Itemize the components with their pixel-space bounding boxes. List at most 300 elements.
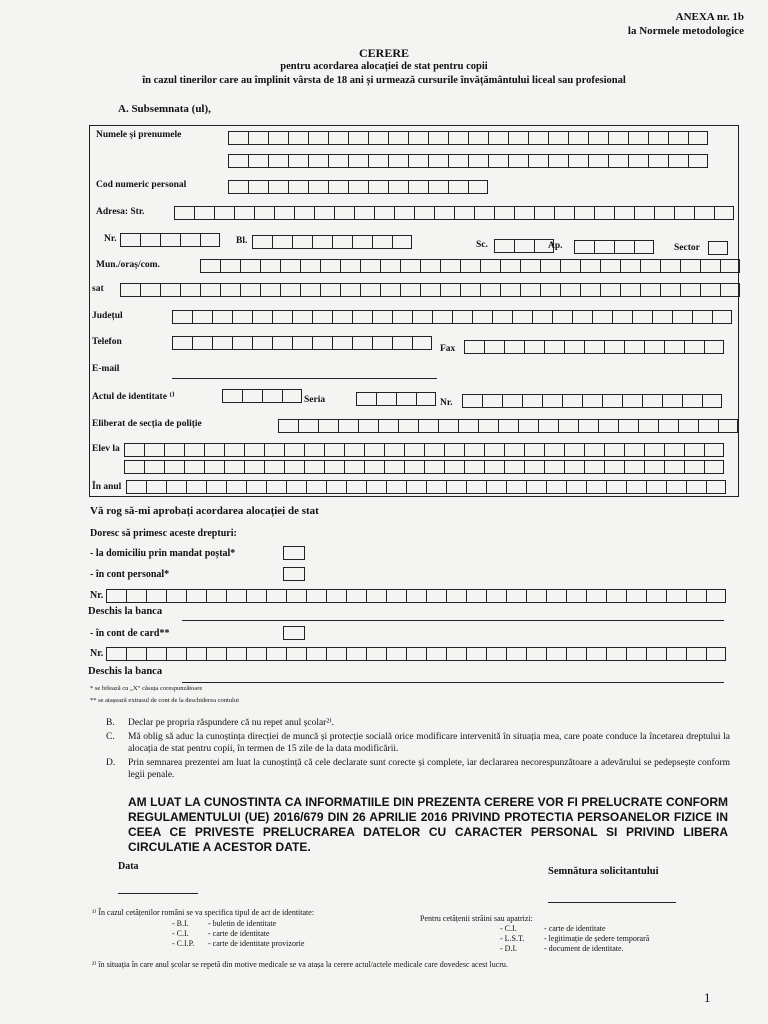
char-cell[interactable] bbox=[452, 310, 472, 324]
char-cell[interactable] bbox=[666, 647, 686, 661]
char-cell[interactable] bbox=[664, 460, 684, 474]
char-cell[interactable] bbox=[624, 443, 644, 457]
char-cell[interactable] bbox=[698, 419, 718, 433]
char-cell[interactable] bbox=[566, 480, 586, 494]
char-cell[interactable] bbox=[448, 131, 468, 145]
char-cell[interactable] bbox=[408, 154, 428, 168]
char-cell[interactable] bbox=[160, 283, 180, 297]
char-cell[interactable] bbox=[604, 443, 624, 457]
char-cell[interactable] bbox=[186, 480, 206, 494]
char-cell[interactable] bbox=[272, 310, 292, 324]
char-cell[interactable] bbox=[240, 259, 260, 273]
char-cell[interactable] bbox=[588, 131, 608, 145]
char-cell[interactable] bbox=[618, 419, 638, 433]
char-cell[interactable] bbox=[226, 480, 246, 494]
char-cell[interactable] bbox=[344, 443, 364, 457]
char-cell[interactable] bbox=[566, 647, 586, 661]
char-cell[interactable] bbox=[608, 131, 628, 145]
char-cell[interactable] bbox=[686, 589, 706, 603]
char-cell[interactable] bbox=[226, 589, 246, 603]
char-cell[interactable] bbox=[678, 419, 698, 433]
char-cell[interactable] bbox=[164, 443, 184, 457]
char-cell[interactable] bbox=[120, 283, 140, 297]
char-cell[interactable] bbox=[694, 206, 714, 220]
char-cell[interactable] bbox=[548, 131, 568, 145]
char-cell[interactable] bbox=[712, 310, 732, 324]
char-cell[interactable] bbox=[372, 336, 392, 350]
char-cell[interactable] bbox=[494, 239, 514, 253]
char-cell[interactable] bbox=[288, 180, 308, 194]
char-cell[interactable] bbox=[262, 389, 282, 403]
char-cell[interactable] bbox=[426, 589, 446, 603]
char-cell[interactable] bbox=[544, 460, 564, 474]
char-cell[interactable] bbox=[300, 283, 320, 297]
char-cell[interactable] bbox=[312, 310, 332, 324]
char-cell[interactable] bbox=[206, 647, 226, 661]
char-cell[interactable] bbox=[428, 180, 448, 194]
char-cell[interactable] bbox=[340, 259, 360, 273]
char-cell[interactable] bbox=[166, 647, 186, 661]
bank-field-1[interactable] bbox=[182, 620, 724, 621]
char-cell[interactable] bbox=[200, 283, 220, 297]
char-cell[interactable] bbox=[308, 180, 328, 194]
char-cell[interactable] bbox=[606, 589, 626, 603]
char-cell[interactable] bbox=[548, 154, 568, 168]
cnp-field[interactable] bbox=[228, 180, 488, 194]
char-cell[interactable] bbox=[660, 259, 680, 273]
char-cell[interactable] bbox=[284, 443, 304, 457]
char-cell[interactable] bbox=[546, 647, 566, 661]
char-cell[interactable] bbox=[688, 154, 708, 168]
char-cell[interactable] bbox=[584, 340, 604, 354]
char-cell[interactable] bbox=[348, 131, 368, 145]
char-cell[interactable] bbox=[252, 310, 272, 324]
char-cell[interactable] bbox=[314, 206, 334, 220]
char-cell[interactable] bbox=[206, 480, 226, 494]
char-cell[interactable] bbox=[648, 131, 668, 145]
char-cell[interactable] bbox=[246, 480, 266, 494]
village-field[interactable] bbox=[120, 283, 740, 297]
char-cell[interactable] bbox=[292, 336, 312, 350]
char-cell[interactable] bbox=[398, 419, 418, 433]
char-cell[interactable] bbox=[540, 283, 560, 297]
char-cell[interactable] bbox=[626, 589, 646, 603]
char-cell[interactable] bbox=[704, 443, 724, 457]
char-cell[interactable] bbox=[606, 480, 626, 494]
char-cell[interactable] bbox=[506, 480, 526, 494]
char-cell[interactable] bbox=[360, 283, 380, 297]
char-cell[interactable] bbox=[126, 480, 146, 494]
char-cell[interactable] bbox=[446, 647, 466, 661]
char-cell[interactable] bbox=[658, 419, 678, 433]
char-cell[interactable] bbox=[376, 392, 396, 406]
char-cell[interactable] bbox=[468, 154, 488, 168]
char-cell[interactable] bbox=[384, 460, 404, 474]
char-cell[interactable] bbox=[666, 589, 686, 603]
char-cell[interactable] bbox=[464, 460, 484, 474]
char-cell[interactable] bbox=[544, 443, 564, 457]
char-cell[interactable] bbox=[144, 443, 164, 457]
char-cell[interactable] bbox=[404, 460, 424, 474]
char-cell[interactable] bbox=[384, 443, 404, 457]
char-cell[interactable] bbox=[286, 647, 306, 661]
char-cell[interactable] bbox=[704, 340, 724, 354]
char-cell[interactable] bbox=[404, 443, 424, 457]
char-cell[interactable] bbox=[224, 443, 244, 457]
char-cell[interactable] bbox=[474, 206, 494, 220]
char-cell[interactable] bbox=[446, 480, 466, 494]
char-cell[interactable] bbox=[306, 589, 326, 603]
char-cell[interactable] bbox=[484, 443, 504, 457]
char-cell[interactable] bbox=[572, 310, 592, 324]
char-cell[interactable] bbox=[266, 589, 286, 603]
char-cell[interactable] bbox=[326, 589, 346, 603]
char-cell[interactable] bbox=[388, 131, 408, 145]
char-cell[interactable] bbox=[192, 310, 212, 324]
char-cell[interactable] bbox=[568, 154, 588, 168]
char-cell[interactable] bbox=[352, 310, 372, 324]
char-cell[interactable] bbox=[328, 180, 348, 194]
char-cell[interactable] bbox=[638, 419, 658, 433]
char-cell[interactable] bbox=[706, 589, 726, 603]
char-cell[interactable] bbox=[140, 233, 160, 247]
char-cell[interactable] bbox=[582, 394, 602, 408]
char-cell[interactable] bbox=[660, 283, 680, 297]
char-cell[interactable] bbox=[414, 206, 434, 220]
char-cell[interactable] bbox=[514, 239, 534, 253]
char-cell[interactable] bbox=[312, 235, 332, 249]
char-cell[interactable] bbox=[286, 589, 306, 603]
char-cell[interactable] bbox=[644, 443, 664, 457]
char-cell[interactable] bbox=[606, 647, 626, 661]
char-cell[interactable] bbox=[264, 460, 284, 474]
char-cell[interactable] bbox=[600, 259, 620, 273]
char-cell[interactable] bbox=[274, 206, 294, 220]
street-field[interactable] bbox=[174, 206, 734, 220]
char-cell[interactable] bbox=[320, 259, 340, 273]
char-cell[interactable] bbox=[412, 310, 432, 324]
char-cell[interactable] bbox=[492, 310, 512, 324]
char-cell[interactable] bbox=[364, 443, 384, 457]
char-cell[interactable] bbox=[400, 283, 420, 297]
char-cell[interactable] bbox=[244, 460, 264, 474]
card-account-checkbox[interactable] bbox=[283, 626, 305, 640]
char-cell[interactable] bbox=[622, 394, 642, 408]
char-cell[interactable] bbox=[668, 131, 688, 145]
year-field[interactable] bbox=[126, 480, 726, 494]
char-cell[interactable] bbox=[648, 154, 668, 168]
char-cell[interactable] bbox=[512, 310, 532, 324]
char-cell[interactable] bbox=[186, 589, 206, 603]
char-cell[interactable] bbox=[564, 460, 584, 474]
char-cell[interactable] bbox=[580, 259, 600, 273]
char-cell[interactable] bbox=[240, 283, 260, 297]
char-cell[interactable] bbox=[206, 589, 226, 603]
char-cell[interactable] bbox=[306, 647, 326, 661]
char-cell[interactable] bbox=[428, 154, 448, 168]
char-cell[interactable] bbox=[646, 589, 666, 603]
char-cell[interactable] bbox=[488, 154, 508, 168]
char-cell[interactable] bbox=[386, 480, 406, 494]
char-cell[interactable] bbox=[500, 259, 520, 273]
char-cell[interactable] bbox=[392, 235, 412, 249]
char-cell[interactable] bbox=[674, 206, 694, 220]
char-cell[interactable] bbox=[466, 647, 486, 661]
char-cell[interactable] bbox=[702, 394, 722, 408]
char-cell[interactable] bbox=[494, 206, 514, 220]
char-cell[interactable] bbox=[180, 233, 200, 247]
char-cell[interactable] bbox=[356, 392, 376, 406]
char-cell[interactable] bbox=[448, 180, 468, 194]
char-cell[interactable] bbox=[692, 310, 712, 324]
char-cell[interactable] bbox=[394, 206, 414, 220]
char-cell[interactable] bbox=[408, 131, 428, 145]
char-cell[interactable] bbox=[532, 310, 552, 324]
char-cell[interactable] bbox=[172, 310, 192, 324]
char-cell[interactable] bbox=[428, 131, 448, 145]
char-cell[interactable] bbox=[444, 443, 464, 457]
char-cell[interactable] bbox=[312, 336, 332, 350]
char-cell[interactable] bbox=[620, 259, 640, 273]
char-cell[interactable] bbox=[524, 340, 544, 354]
char-cell[interactable] bbox=[416, 392, 436, 406]
char-cell[interactable] bbox=[338, 419, 358, 433]
char-cell[interactable] bbox=[352, 235, 372, 249]
char-cell[interactable] bbox=[620, 283, 640, 297]
char-cell[interactable] bbox=[482, 394, 502, 408]
char-cell[interactable] bbox=[466, 480, 486, 494]
school-field-row1[interactable] bbox=[124, 443, 724, 457]
char-cell[interactable] bbox=[332, 235, 352, 249]
char-cell[interactable] bbox=[506, 589, 526, 603]
char-cell[interactable] bbox=[486, 589, 506, 603]
char-cell[interactable] bbox=[368, 180, 388, 194]
id-number-field[interactable] bbox=[462, 394, 722, 408]
char-cell[interactable] bbox=[684, 340, 704, 354]
char-cell[interactable] bbox=[358, 419, 378, 433]
char-cell[interactable] bbox=[304, 443, 324, 457]
char-cell[interactable] bbox=[508, 154, 528, 168]
char-cell[interactable] bbox=[326, 647, 346, 661]
char-cell[interactable] bbox=[454, 206, 474, 220]
char-cell[interactable] bbox=[578, 419, 598, 433]
char-cell[interactable] bbox=[718, 419, 738, 433]
char-cell[interactable] bbox=[546, 480, 566, 494]
char-cell[interactable] bbox=[466, 589, 486, 603]
char-cell[interactable] bbox=[484, 460, 504, 474]
char-cell[interactable] bbox=[332, 310, 352, 324]
char-cell[interactable] bbox=[478, 419, 498, 433]
char-cell[interactable] bbox=[480, 283, 500, 297]
char-cell[interactable] bbox=[588, 154, 608, 168]
char-cell[interactable] bbox=[380, 283, 400, 297]
char-cell[interactable] bbox=[434, 206, 454, 220]
char-cell[interactable] bbox=[194, 206, 214, 220]
char-cell[interactable] bbox=[540, 259, 560, 273]
char-cell[interactable] bbox=[212, 310, 232, 324]
sector-field[interactable] bbox=[708, 241, 728, 255]
name-field-row2[interactable] bbox=[228, 154, 708, 168]
char-cell[interactable] bbox=[614, 206, 634, 220]
char-cell[interactable] bbox=[558, 419, 578, 433]
char-cell[interactable] bbox=[448, 154, 468, 168]
char-cell[interactable] bbox=[424, 460, 444, 474]
char-cell[interactable] bbox=[526, 480, 546, 494]
char-cell[interactable] bbox=[704, 460, 724, 474]
char-cell[interactable] bbox=[602, 394, 622, 408]
char-cell[interactable] bbox=[352, 336, 372, 350]
char-cell[interactable] bbox=[554, 206, 574, 220]
char-cell[interactable] bbox=[292, 235, 312, 249]
char-cell[interactable] bbox=[700, 259, 720, 273]
char-cell[interactable] bbox=[426, 480, 446, 494]
char-cell[interactable] bbox=[228, 180, 248, 194]
char-cell[interactable] bbox=[388, 180, 408, 194]
char-cell[interactable] bbox=[388, 154, 408, 168]
street-number-field[interactable] bbox=[120, 233, 220, 247]
char-cell[interactable] bbox=[632, 310, 652, 324]
char-cell[interactable] bbox=[426, 647, 446, 661]
char-cell[interactable] bbox=[252, 336, 272, 350]
char-cell[interactable] bbox=[624, 460, 644, 474]
char-cell[interactable] bbox=[526, 647, 546, 661]
char-cell[interactable] bbox=[308, 154, 328, 168]
name-field-row1[interactable] bbox=[228, 131, 708, 145]
char-cell[interactable] bbox=[580, 283, 600, 297]
char-cell[interactable] bbox=[682, 394, 702, 408]
char-cell[interactable] bbox=[212, 336, 232, 350]
char-cell[interactable] bbox=[446, 589, 466, 603]
char-cell[interactable] bbox=[106, 589, 126, 603]
char-cell[interactable] bbox=[440, 283, 460, 297]
char-cell[interactable] bbox=[624, 340, 644, 354]
char-cell[interactable] bbox=[500, 283, 520, 297]
char-cell[interactable] bbox=[106, 647, 126, 661]
char-cell[interactable] bbox=[220, 283, 240, 297]
char-cell[interactable] bbox=[524, 460, 544, 474]
char-cell[interactable] bbox=[646, 647, 666, 661]
id-series-field[interactable] bbox=[356, 392, 436, 406]
char-cell[interactable] bbox=[568, 131, 588, 145]
char-cell[interactable] bbox=[564, 443, 584, 457]
bank-field-2[interactable] bbox=[182, 682, 724, 683]
char-cell[interactable] bbox=[346, 480, 366, 494]
char-cell[interactable] bbox=[346, 647, 366, 661]
char-cell[interactable] bbox=[538, 419, 558, 433]
fax-field[interactable] bbox=[464, 340, 724, 354]
char-cell[interactable] bbox=[260, 283, 280, 297]
char-cell[interactable] bbox=[444, 460, 464, 474]
char-cell[interactable] bbox=[140, 283, 160, 297]
char-cell[interactable] bbox=[386, 647, 406, 661]
char-cell[interactable] bbox=[228, 131, 248, 145]
char-cell[interactable] bbox=[644, 460, 664, 474]
char-cell[interactable] bbox=[328, 154, 348, 168]
char-cell[interactable] bbox=[378, 419, 398, 433]
char-cell[interactable] bbox=[266, 647, 286, 661]
char-cell[interactable] bbox=[646, 480, 666, 494]
char-cell[interactable] bbox=[664, 340, 684, 354]
char-cell[interactable] bbox=[566, 589, 586, 603]
char-cell[interactable] bbox=[164, 460, 184, 474]
char-cell[interactable] bbox=[642, 394, 662, 408]
char-cell[interactable] bbox=[344, 460, 364, 474]
char-cell[interactable] bbox=[626, 647, 646, 661]
char-cell[interactable] bbox=[266, 480, 286, 494]
char-cell[interactable] bbox=[272, 235, 292, 249]
char-cell[interactable] bbox=[524, 443, 544, 457]
char-cell[interactable] bbox=[252, 235, 272, 249]
char-cell[interactable] bbox=[460, 283, 480, 297]
char-cell[interactable] bbox=[348, 154, 368, 168]
char-cell[interactable] bbox=[288, 131, 308, 145]
char-cell[interactable] bbox=[468, 180, 488, 194]
char-cell[interactable] bbox=[586, 480, 606, 494]
char-cell[interactable] bbox=[668, 154, 688, 168]
char-cell[interactable] bbox=[326, 480, 346, 494]
block-field[interactable] bbox=[252, 235, 412, 249]
char-cell[interactable] bbox=[684, 460, 704, 474]
char-cell[interactable] bbox=[306, 480, 326, 494]
char-cell[interactable] bbox=[300, 259, 320, 273]
char-cell[interactable] bbox=[368, 154, 388, 168]
char-cell[interactable] bbox=[234, 206, 254, 220]
char-cell[interactable] bbox=[420, 283, 440, 297]
char-cell[interactable] bbox=[222, 389, 242, 403]
char-cell[interactable] bbox=[686, 647, 706, 661]
char-cell[interactable] bbox=[226, 647, 246, 661]
char-cell[interactable] bbox=[280, 259, 300, 273]
char-cell[interactable] bbox=[214, 206, 234, 220]
char-cell[interactable] bbox=[432, 310, 452, 324]
char-cell[interactable] bbox=[666, 480, 686, 494]
char-cell[interactable] bbox=[504, 340, 524, 354]
char-cell[interactable] bbox=[564, 340, 584, 354]
char-cell[interactable] bbox=[418, 419, 438, 433]
char-cell[interactable] bbox=[562, 394, 582, 408]
char-cell[interactable] bbox=[284, 460, 304, 474]
char-cell[interactable] bbox=[464, 443, 484, 457]
char-cell[interactable] bbox=[586, 647, 606, 661]
char-cell[interactable] bbox=[544, 340, 564, 354]
char-cell[interactable] bbox=[268, 154, 288, 168]
char-cell[interactable] bbox=[526, 589, 546, 603]
char-cell[interactable] bbox=[368, 131, 388, 145]
char-cell[interactable] bbox=[318, 419, 338, 433]
char-cell[interactable] bbox=[334, 206, 354, 220]
char-cell[interactable] bbox=[708, 241, 728, 255]
char-cell[interactable] bbox=[464, 340, 484, 354]
char-cell[interactable] bbox=[328, 131, 348, 145]
char-cell[interactable] bbox=[498, 419, 518, 433]
char-cell[interactable] bbox=[392, 310, 412, 324]
char-cell[interactable] bbox=[248, 180, 268, 194]
char-cell[interactable] bbox=[584, 443, 604, 457]
apartment-field[interactable] bbox=[574, 240, 654, 254]
char-cell[interactable] bbox=[608, 154, 628, 168]
char-cell[interactable] bbox=[586, 589, 606, 603]
char-cell[interactable] bbox=[232, 310, 252, 324]
char-cell[interactable] bbox=[462, 394, 482, 408]
char-cell[interactable] bbox=[652, 310, 672, 324]
char-cell[interactable] bbox=[374, 206, 394, 220]
char-cell[interactable] bbox=[542, 394, 562, 408]
char-cell[interactable] bbox=[518, 419, 538, 433]
char-cell[interactable] bbox=[628, 131, 648, 145]
char-cell[interactable] bbox=[684, 443, 704, 457]
char-cell[interactable] bbox=[244, 443, 264, 457]
char-cell[interactable] bbox=[232, 336, 252, 350]
